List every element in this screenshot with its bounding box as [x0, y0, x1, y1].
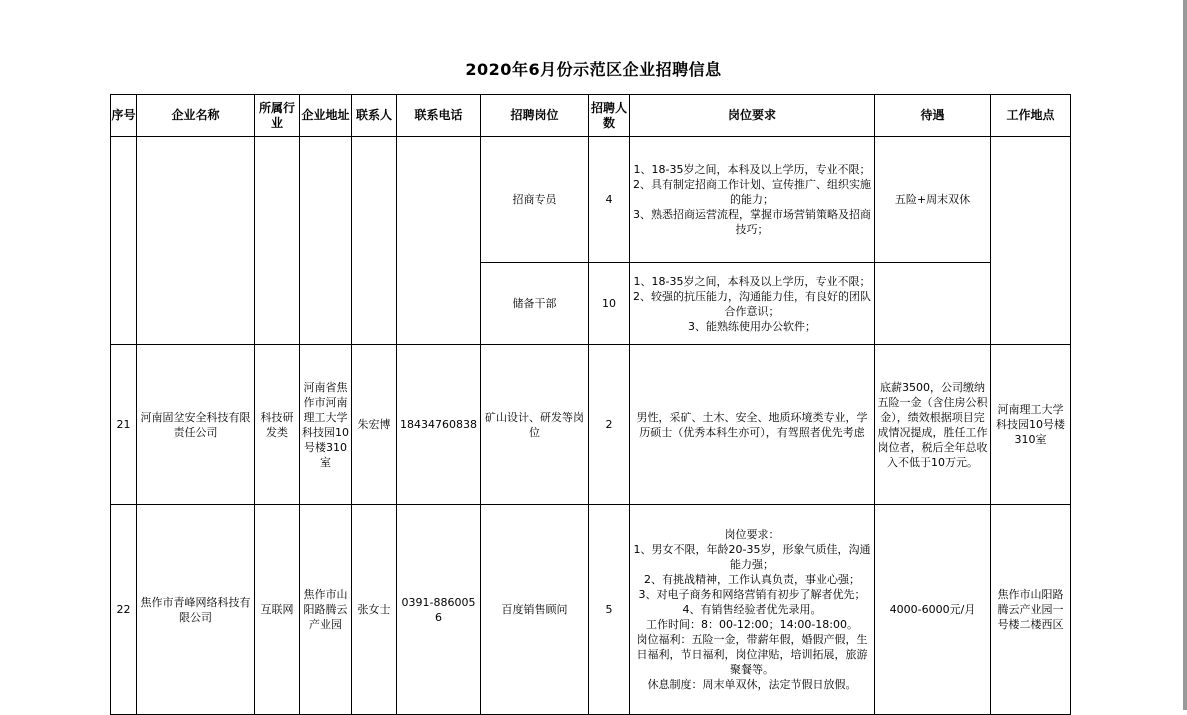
req-line: 1、18-35岁之间，本科及以上学历，专业不限； [633, 163, 871, 176]
req-line: 2、有挑战精神，工作认真负责，事业心强； [644, 573, 860, 586]
cell-position: 百度销售顾问 [481, 505, 589, 715]
table-row [111, 505, 1071, 715]
cell-benefit [875, 263, 991, 345]
cell-address [300, 137, 352, 345]
cell-position: 矿山设计、研发等岗位 [481, 345, 589, 505]
cell-requirements: 男性，采矿、土木、安全、地质环境类专业，学历硕士（优秀本科生亦可），有驾照者优先考虑 [630, 345, 875, 505]
cell-no [111, 137, 137, 345]
header-row [111, 95, 1071, 137]
cell-count: 4 [589, 137, 630, 263]
req-line: 岗位福利：五险一金，带薪年假，婚假产假，生日福利，节日福利，岗位津贴，培训拓展，旅游聚餐等。 [636, 633, 868, 676]
cell-no: 22 [111, 505, 137, 715]
cell-no: 21 [111, 345, 137, 505]
cell-phone: 0391-8860056 [397, 505, 481, 715]
cell-benefit: 五险+周末双休 [875, 137, 991, 263]
req-line: 工作时间：8：00-12:00；14:00-18:00。 [645, 618, 859, 631]
req-line: 岗位要求： [724, 528, 780, 541]
req-line: 4、有销售经验者优先录用。 [682, 603, 822, 616]
cell-location [991, 137, 1071, 345]
header-cell: 联系人 [352, 95, 397, 137]
header-cell: 工作地点 [991, 95, 1071, 137]
req-line: 1、18-35岁之间，本科及以上学历，专业不限； [633, 274, 871, 288]
cell-count: 5 [589, 505, 630, 715]
req-line: 2、较强的抗压能力，沟通能力佳，有良好的团队合作意识； [633, 289, 871, 318]
cell-company: 河南固坌安全科技有限责任公司 [137, 345, 255, 505]
header-cell: 企业名称 [137, 95, 255, 137]
header-cell: 招聘人数 [589, 95, 630, 137]
header-cell: 联系电话 [397, 95, 481, 137]
cell-requirements [630, 263, 875, 345]
header-cell: 岗位要求 [630, 95, 875, 137]
req-line: 3、对电子商务和网络营销有初步了解者优先； [638, 588, 866, 601]
cell-requirements [630, 137, 875, 263]
cell-contact [352, 137, 397, 345]
req-line: 休息制度：周末单双休，法定节假日放假。 [647, 678, 857, 691]
cell-address: 焦作市山阳路腾云产业园 [300, 505, 352, 715]
cell-company [137, 137, 255, 345]
req-line: 2、具有制定招商工作计划、宣传推广、组织实施的能力； [633, 178, 871, 206]
header-cell: 序号 [111, 95, 137, 137]
cell-contact: 张女士 [352, 505, 397, 715]
cell-benefit: 4000-6000元/月 [875, 505, 991, 715]
cell-industry: 互联网 [255, 505, 300, 715]
cell-company: 焦作市青峰网络科技有限公司 [137, 505, 255, 715]
cell-contact: 朱宏博 [352, 345, 397, 505]
cell-location: 河南理工大学科技园10号楼310室 [991, 345, 1071, 505]
header-cell: 待遇 [875, 95, 991, 137]
cell-position: 招商专员 [481, 137, 589, 263]
req-line: 3、能熟练使用办公软件； [688, 319, 816, 333]
req-line: 3、熟悉招商运营流程，掌握市场营销策略及招商技巧； [633, 208, 871, 236]
cell-industry [255, 137, 300, 345]
cell-count: 2 [589, 345, 630, 505]
header-cell: 所属行业 [255, 95, 300, 137]
cell-location: 焦作市山阳路腾云产业园一号楼二楼西区 [991, 505, 1071, 715]
cell-requirements [630, 505, 875, 715]
cell-industry: 科技研发类 [255, 345, 300, 505]
cell-position: 储备干部 [481, 263, 589, 345]
cell-benefit: 底薪3500，公司缴纳五险一金（含住房公积金），绩效根据项目完成情况提成，胜任工作岗位者，税后全年总收入不低于10万元。 [875, 345, 991, 505]
recruitment-table [110, 94, 1071, 715]
cell-phone [397, 137, 481, 345]
header-cell: 企业地址 [300, 95, 352, 137]
header-cell: 招聘岗位 [481, 95, 589, 137]
cell-count: 10 [589, 263, 630, 345]
scrollbar-edge[interactable] [1183, 0, 1187, 710]
table-row [111, 137, 1071, 263]
cell-address: 河南省焦作市河南理工大学科技园10号楼310室 [300, 345, 352, 505]
cell-phone: 18434760838 [397, 345, 481, 505]
table-row [111, 345, 1071, 505]
req-line: 1、男女不限，年龄20-35岁，形象气质佳，沟通能力强； [633, 543, 871, 571]
page-title: 2020年6月份示范区企业招聘信息 [465, 60, 722, 79]
